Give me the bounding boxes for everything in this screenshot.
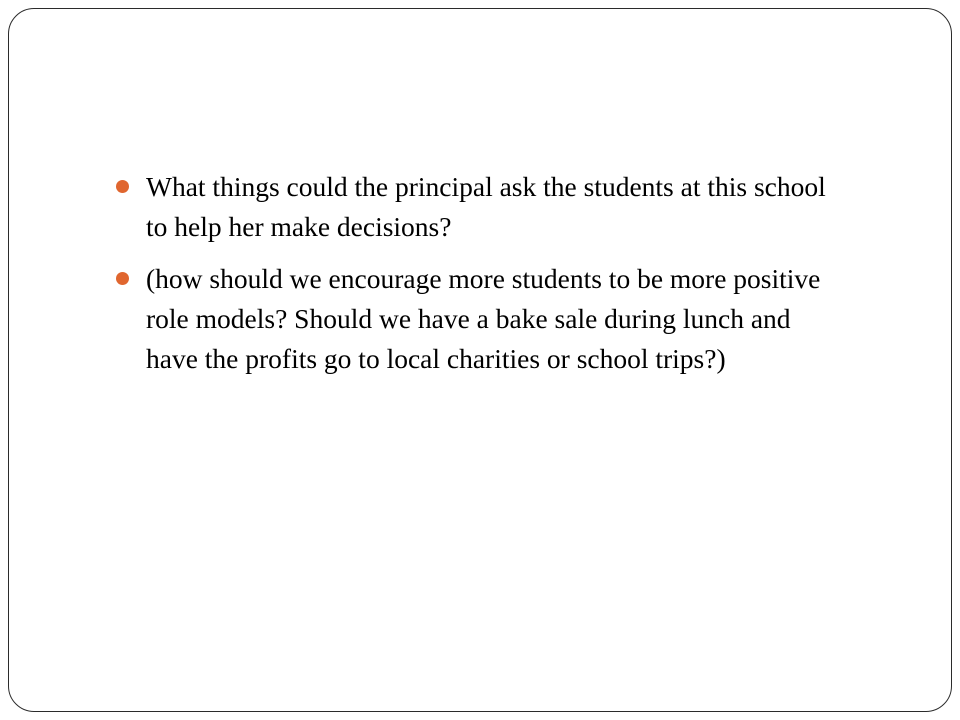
bullet-text-2: (how should we encourage more students to be more positive role models? Should we have a bake sale during lunch and have the profits go to local charities or school trips?) xyxy=(146,263,821,374)
bullet-text-1: What things could the principal ask the students at this school to help her make decisions? xyxy=(146,171,826,242)
bullet-item-2 xyxy=(109,259,849,379)
bullet-list xyxy=(109,167,849,391)
bullet-dot-icon xyxy=(116,272,129,285)
bullet-item-1 xyxy=(109,167,849,247)
bullet-dot-icon xyxy=(116,180,129,193)
slide-frame xyxy=(8,8,952,712)
